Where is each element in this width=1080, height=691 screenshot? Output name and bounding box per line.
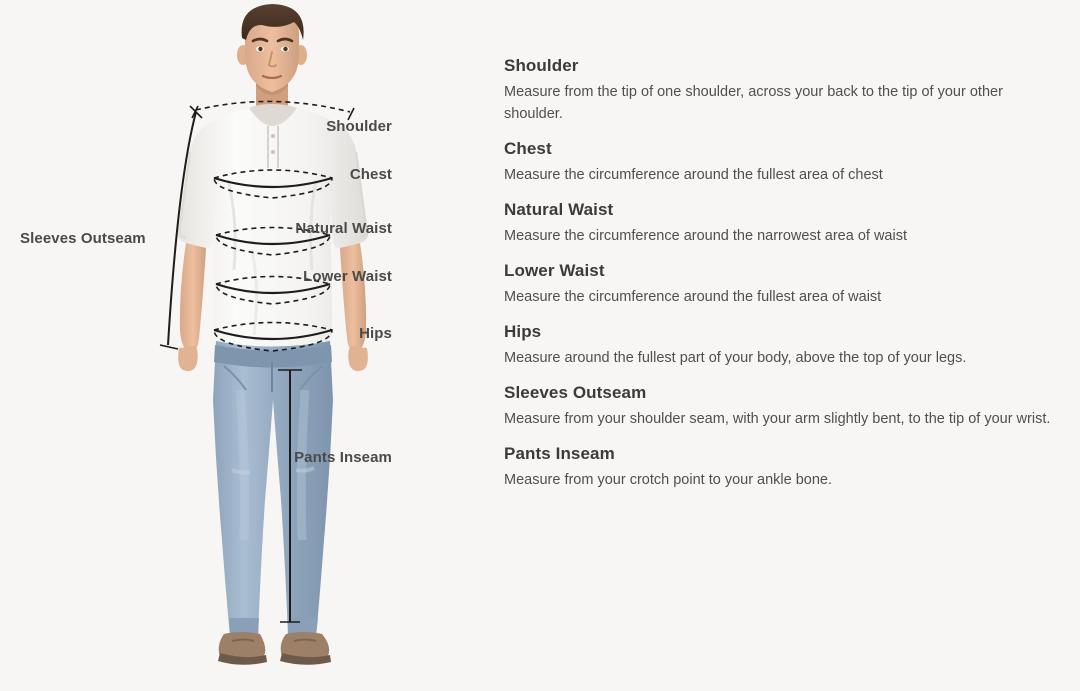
- measurement-title: Natural Waist: [504, 200, 614, 220]
- measurement-description: Measure from the tip of one shoulder, across your back to the tip of your other shoulder.: [504, 84, 1003, 123]
- measurement-description: Measure the circumference around the fullest area of chest: [504, 167, 883, 184]
- callout-hips: Hips: [359, 325, 392, 342]
- measurement-description: Measure around the fullest part of your body, above the top of your legs.: [504, 350, 967, 367]
- measurement-natural-waist: [504, 200, 1070, 247]
- measurement-hips: [504, 322, 1070, 369]
- measurement-title: Pants Inseam: [504, 444, 615, 464]
- callout-sleeves-outseam: Sleeves Outseam: [20, 230, 146, 247]
- model-shoes: [218, 632, 331, 665]
- measurement-description: Measure from your crotch point to your ankle bone.: [504, 472, 833, 489]
- measurement-shoulder: [504, 56, 1070, 125]
- measurement-title: Sleeves Outseam: [504, 383, 647, 403]
- measurement-sleeves-outseam: [504, 383, 1070, 430]
- measurement-title: Chest: [504, 139, 552, 159]
- callout-shoulder: Shoulder: [326, 118, 392, 135]
- measurement-lower-waist: [504, 261, 1070, 308]
- measurement-chest: [504, 139, 1070, 186]
- measurement-title: Lower Waist: [504, 261, 605, 281]
- measurement-title: Shoulder: [504, 56, 579, 75]
- model-figure-svg: [0, 0, 400, 686]
- measurement-description: Measure the circumference around the narrowest area of waist: [504, 228, 907, 245]
- measurement-title: Hips: [504, 322, 542, 342]
- measurement-pants-inseam: [504, 444, 1070, 491]
- measurement-descriptions: [504, 56, 1070, 505]
- measurement-description: Measure the circumference around the fullest area of waist: [504, 289, 882, 306]
- callout-natural-waist: Natural Waist: [295, 220, 392, 237]
- body-figure-illustration: [0, 0, 400, 686]
- callout-lower-waist: Lower Waist: [303, 268, 392, 285]
- callout-pants-inseam: Pants Inseam: [294, 449, 392, 466]
- model-jeans: [213, 341, 333, 636]
- callout-chest: Chest: [349, 166, 392, 183]
- measurement-description: Measure from your shoulder seam, with your arm slightly bent, to the tip of your wrist.: [504, 411, 1051, 428]
